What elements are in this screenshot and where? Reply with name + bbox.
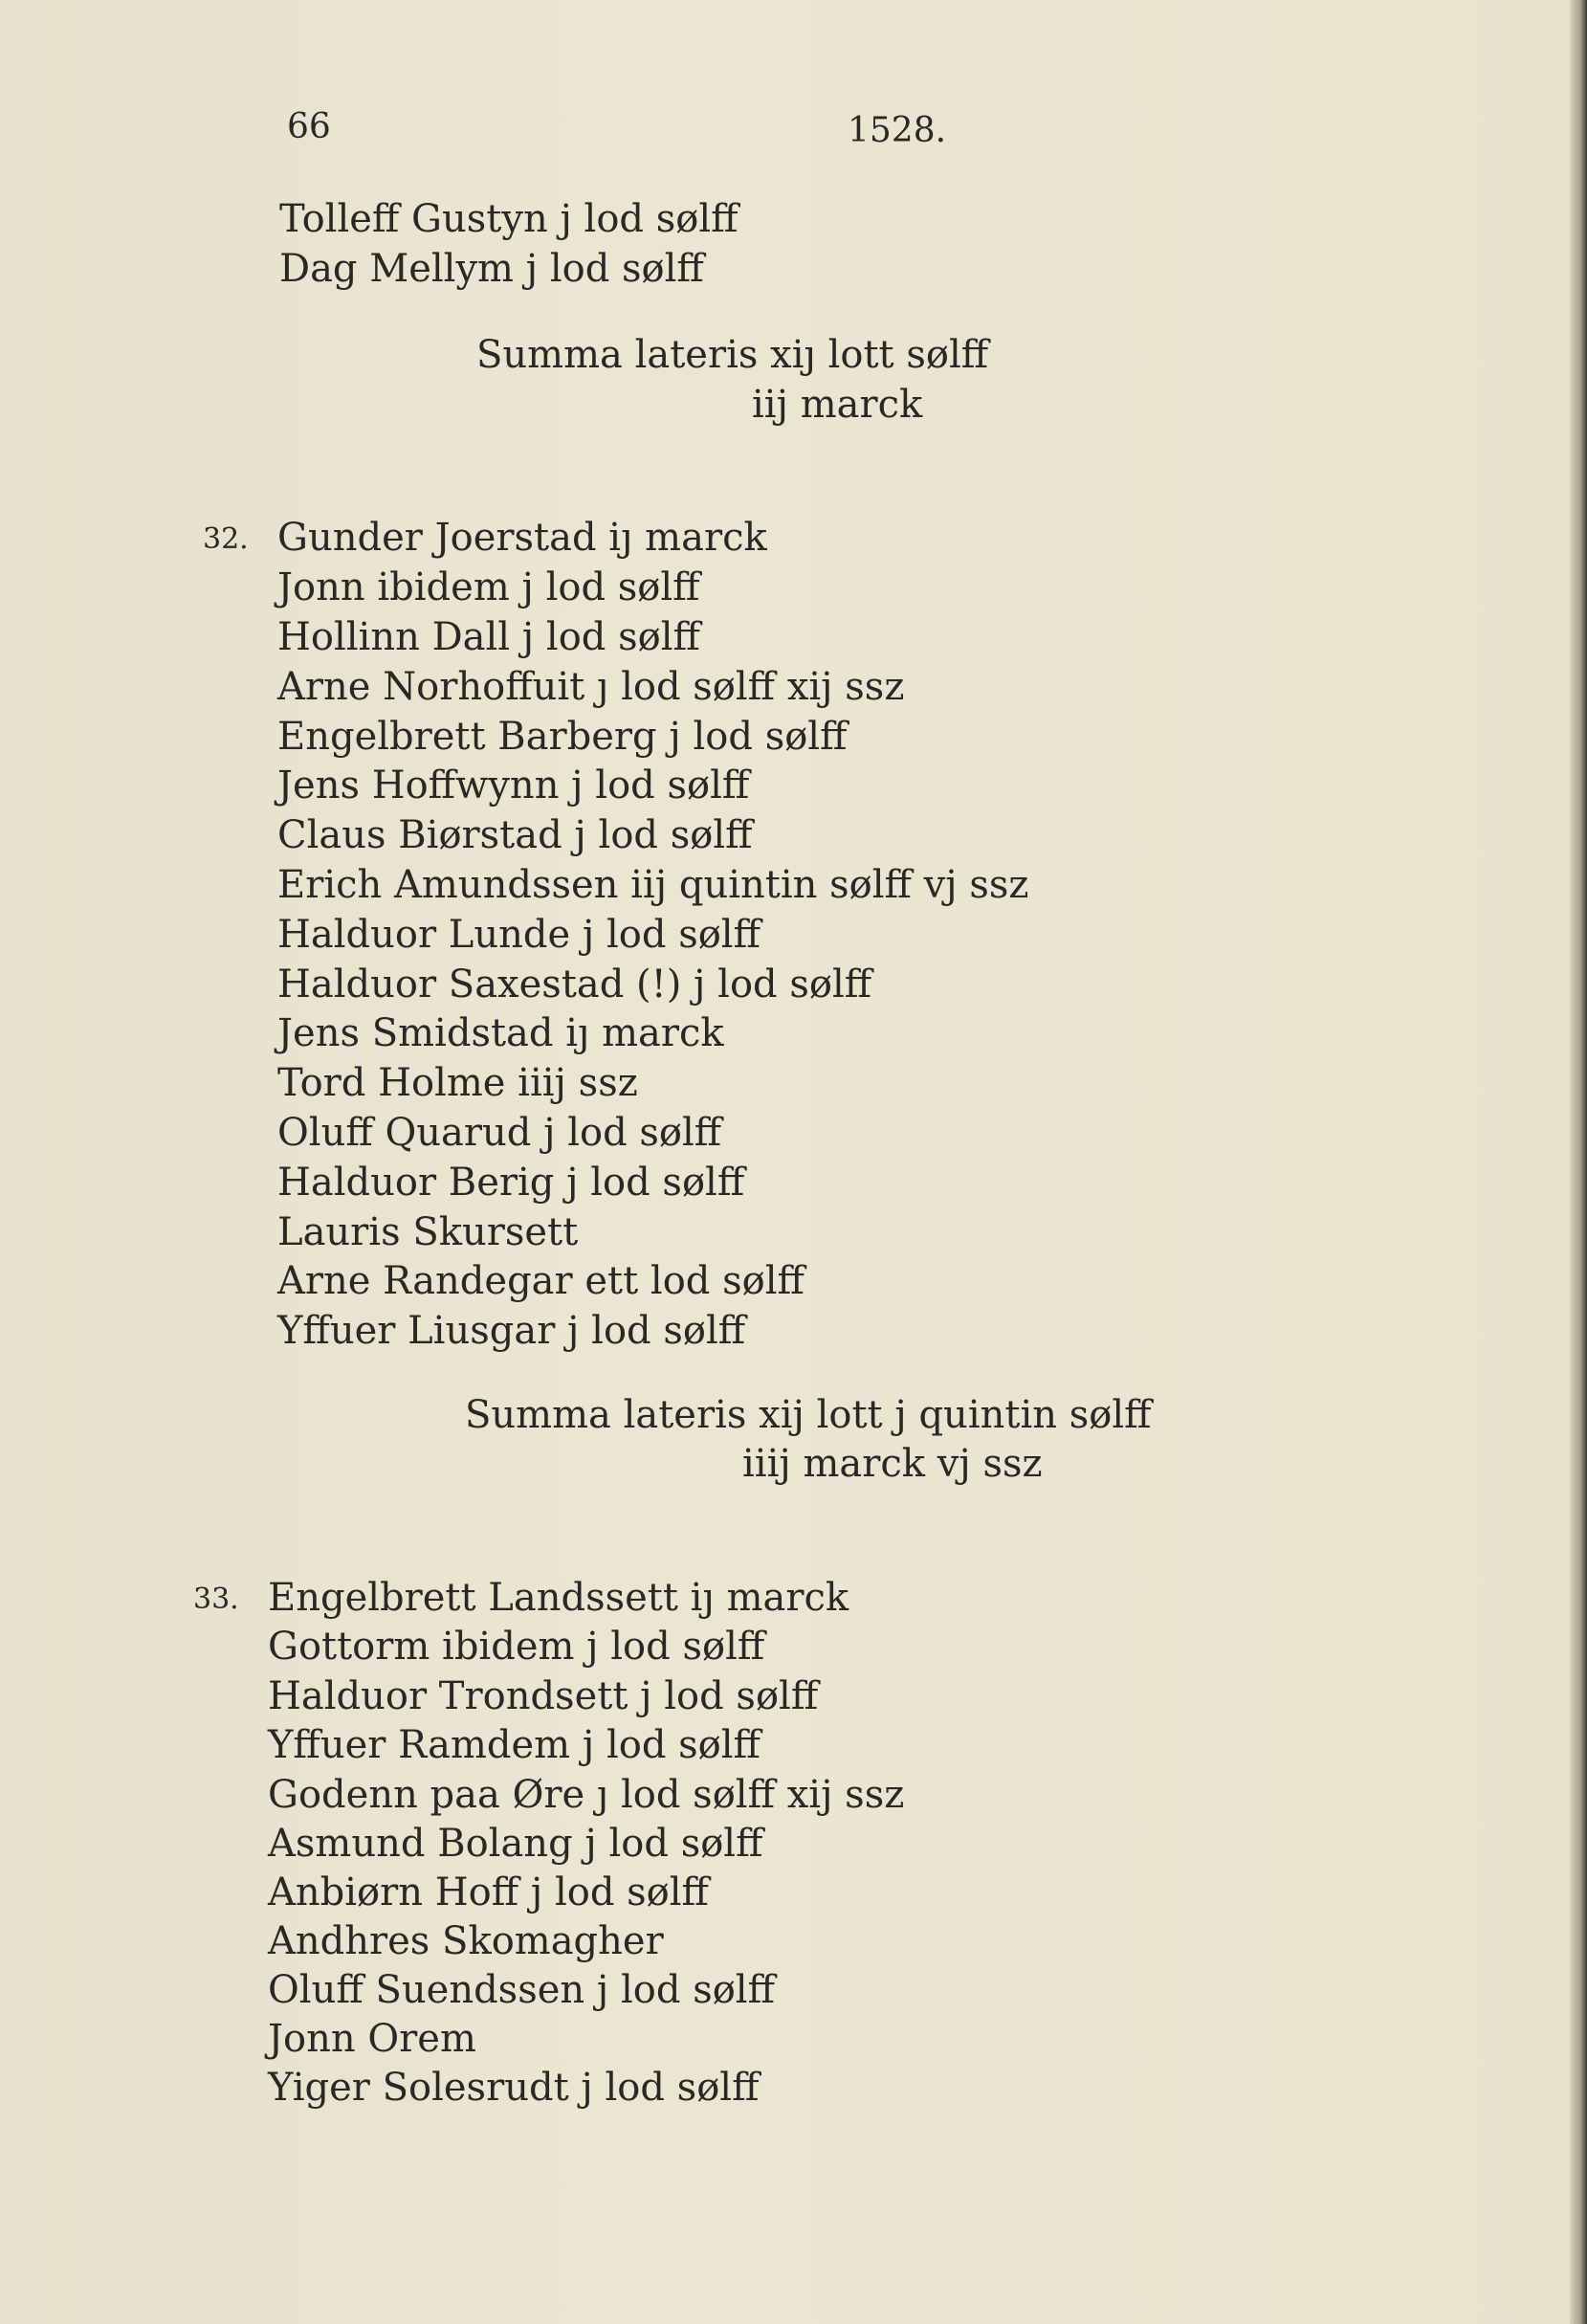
entry-line: Arne Randegar ett lod sølff bbox=[277, 1259, 805, 1303]
entry-line: Anbiørn Hoff j lod sølff bbox=[268, 1870, 709, 1915]
section-number: 33. bbox=[193, 1583, 239, 1616]
entry-line: Halduor Berig j lod sølff bbox=[277, 1161, 745, 1205]
summa-line: iij marck bbox=[752, 383, 923, 427]
entry-line: Andhres Skomagher bbox=[268, 1919, 664, 1963]
entry-line: Oluff Suendssen j lod sølff bbox=[268, 1968, 776, 2012]
entry-line: Asmund Bolang j lod sølff bbox=[268, 1822, 763, 1866]
entry-line: Yiger Solesrudt j lod sølff bbox=[268, 2066, 760, 2110]
entry-line: Gottorm ibidem j lod sølff bbox=[268, 1625, 765, 1669]
entry-line: Halduor Lunde j lod sølff bbox=[277, 913, 761, 957]
entry-line: Gunder Joerstad iȷ marck bbox=[277, 516, 767, 560]
entry-line: Lauris Skursett bbox=[277, 1210, 579, 1254]
entry-line: Halduor Saxestad (!) j lod sølff bbox=[277, 963, 872, 1007]
entry-line: Godenn paa Øre ȷ lod sølff xij ssz bbox=[268, 1773, 905, 1817]
entry-line: Jonn ibidem j lod sølff bbox=[277, 565, 700, 609]
summa-line: Summa lateris xij lott j quintin sølff bbox=[465, 1393, 1152, 1437]
entry-line: Jens Hoffwynn j lod sølff bbox=[277, 764, 750, 808]
page-header bbox=[0, 107, 1587, 155]
summa-line: iiij marck vj ssz bbox=[742, 1442, 1043, 1486]
entry-line: Yffuer Liusgar j lod sølff bbox=[277, 1309, 746, 1353]
entry-line: Tolleff Gustyn j lod sølff bbox=[279, 197, 738, 241]
page-edge-shadow bbox=[1570, 0, 1587, 2324]
entry-line: Dag Mellym j lod sølff bbox=[279, 247, 704, 291]
entry-line: Arne Norhoffuit ȷ lod sølff xij ssz bbox=[277, 665, 905, 709]
entry-line: Engelbrett Barberg j lod sølff bbox=[277, 715, 848, 759]
entry-line: Yffuer Ramdem j lod sølff bbox=[268, 1723, 760, 1767]
entry-line: Jonn Orem bbox=[268, 2017, 476, 2061]
entry-line: Engelbrett Landssett iȷ marck bbox=[268, 1576, 849, 1620]
entry-line: Claus Biørstad j lod sølff bbox=[277, 813, 753, 857]
summa-line: Summa lateris xiȷ lott sølff bbox=[476, 333, 989, 377]
entry-line: Tord Holme iiij ssz bbox=[277, 1061, 638, 1105]
entry-line: Hollinn Dall j lod sølff bbox=[277, 615, 700, 659]
entry-line: Jens Smidstad iȷ marck bbox=[277, 1011, 724, 1055]
entry-line: Oluff Quarud j lod sølff bbox=[277, 1111, 722, 1155]
page-number: 66 bbox=[287, 107, 331, 146]
entry-line: Erich Amundssen iij quintin sølff vj ssz bbox=[277, 863, 1029, 907]
section-number: 32. bbox=[203, 522, 249, 556]
entry-line: Halduor Trondsett j lod sølff bbox=[268, 1674, 819, 1718]
page-year: 1528. bbox=[848, 111, 947, 150]
